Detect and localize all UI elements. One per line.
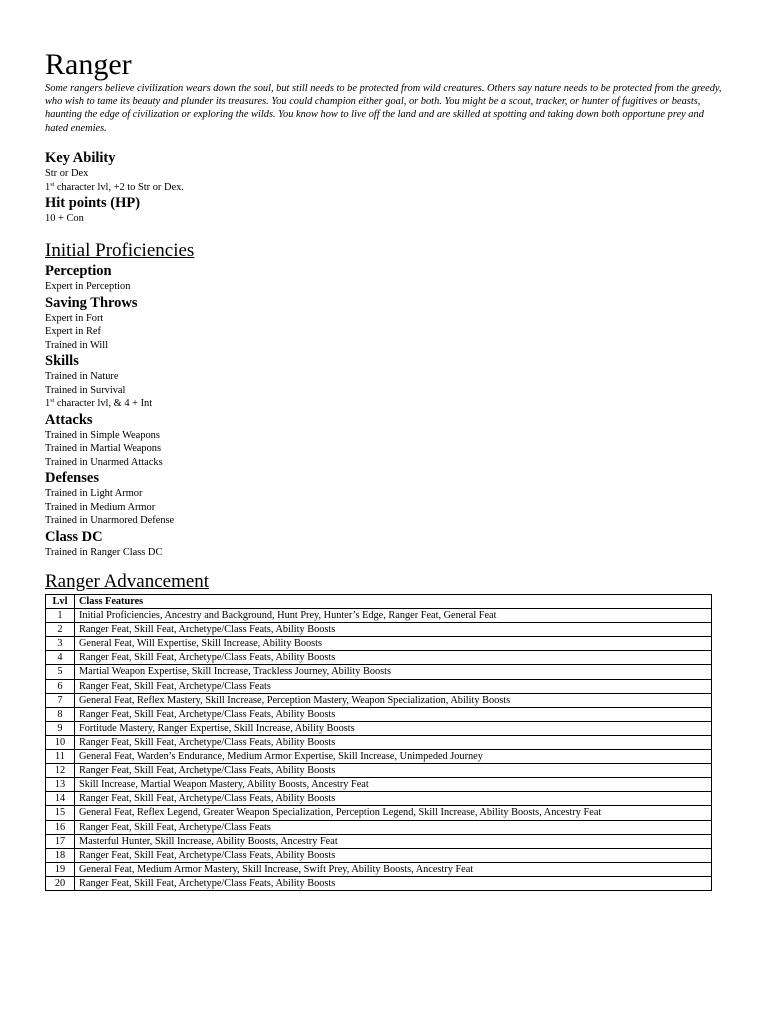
table-row <box>46 820 712 834</box>
table-row <box>46 806 712 820</box>
level-cell: 14 <box>46 792 75 806</box>
table-row <box>46 862 712 876</box>
defenses-line: Trained in Medium Armor <box>45 501 156 513</box>
level-cell: 12 <box>46 764 75 778</box>
skills-block <box>45 353 194 411</box>
attacks-line: Trained in Simple Weapons <box>45 429 160 441</box>
class-dc-line: Trained in Ranger Class DC <box>45 546 163 558</box>
saving-throws-line: Trained in Will <box>45 339 109 351</box>
table-row <box>46 609 712 623</box>
level-cell: 15 <box>46 806 75 820</box>
level-cell: 7 <box>46 693 75 707</box>
level-cell: 16 <box>46 820 75 834</box>
key-ability-heading: Key Ability <box>45 150 116 166</box>
table-row <box>46 778 712 792</box>
class-features-cell: Ranger Feat, Skill Feat, Archetype/Class Feats, Ability Boosts <box>75 792 712 806</box>
level-cell: 6 <box>46 679 75 693</box>
class-dc-heading: Class DC <box>45 528 103 545</box>
level-cell: 17 <box>46 834 75 848</box>
attacks-line: Trained in Martial Weapons <box>45 443 162 454</box>
initial-proficiencies-section <box>45 240 194 559</box>
table-row <box>46 792 712 806</box>
saving-throws-block <box>45 295 194 353</box>
level-cell: 18 <box>46 848 75 862</box>
class-features-cell: Ranger Feat, Skill Feat, Archetype/Class Feats, Ability Boosts <box>75 764 712 778</box>
level-cell: 1 <box>46 609 75 623</box>
class-features-cell: General Feat, Reflex Mastery, Skill Increase, Perception Mastery, Weapon Specialization, Ability Boosts <box>75 693 712 707</box>
table-row <box>46 637 712 651</box>
level-cell: 10 <box>46 735 75 749</box>
advancement-heading: Ranger Advancement <box>45 571 210 592</box>
saving-throws-line: Expert in Fort <box>45 312 104 324</box>
hit-points-heading: Hit points (HP) <box>45 195 141 211</box>
hit-points-section <box>45 195 140 226</box>
table-row <box>46 848 712 862</box>
skills-line: Trained in Survival <box>45 384 126 396</box>
table-row <box>46 665 712 679</box>
class-features-cell: General Feat, Reflex Legend, Greater Weapon Specialization, Perception Legend, Skill Increase, Ability Boosts, Ancestry Feat <box>75 806 712 820</box>
saving-throws-line: Expert in Ref <box>45 326 101 337</box>
skills-heading: Skills <box>45 353 79 369</box>
level-cell: 13 <box>46 778 75 792</box>
attacks-line: Trained in Unarmed Attacks <box>45 456 163 468</box>
class-features-cell: Masterful Hunter, Skill Increase, Ability Boosts, Ancestry Feat <box>75 834 712 848</box>
defenses-block <box>45 470 194 528</box>
class-features-cell: Ranger Feat, Skill Feat, Archetype/Class Feats, Ability Boosts <box>75 848 712 862</box>
table-row <box>46 651 712 665</box>
level-cell: 3 <box>46 637 75 651</box>
class-features-cell: General Feat, Will Expertise, Skill Increase, Ability Boosts <box>75 637 712 651</box>
perception-block <box>45 263 194 294</box>
class-features-cell: Ranger Feat, Skill Feat, Archetype/Class Feats, Ability Boosts <box>75 651 712 665</box>
level-cell: 19 <box>46 862 75 876</box>
intro-paragraph: Some rangers believe civilization wears down the soul, but still needs to be protected from wild creatures. Others say nature needs to be protected from the greedy, who wish to tame its beauty and plunder its treasures. You could champion either goal, or both. You might be a scout, tracker, or hunter of fugitives or beasts, haunting the edge of civilization or exploring the wilds. You know how to live off the land and are skilled at spotting and taking down both opportune prey and hated enemies. <box>45 83 722 134</box>
level-cell: 2 <box>46 623 75 637</box>
key-ability-line: 1st character lvl, +2 to Str or Dex. <box>45 181 184 193</box>
advancement-section <box>45 571 209 593</box>
table-row <box>46 750 712 764</box>
table-row <box>46 735 712 749</box>
key-ability-section <box>45 150 184 194</box>
class-features-cell: Skill Increase, Martial Weapon Mastery, Ability Boosts, Ancestry Feat <box>75 778 712 792</box>
advancement-table <box>45 594 712 891</box>
table-row <box>46 876 712 890</box>
table-row <box>46 679 712 693</box>
table-row <box>46 721 712 735</box>
table-row <box>46 623 712 637</box>
class-features-cell: Ranger Feat, Skill Feat, Archetype/Class Feats, Ability Boosts <box>75 623 712 637</box>
level-cell: 20 <box>46 876 75 890</box>
page-title: Ranger <box>45 48 132 81</box>
class-features-cell: Initial Proficiencies, Ancestry and Background, Hunt Prey, Hunter’s Edge, Ranger Feat, General Feat <box>75 609 712 623</box>
column-header-lvl: Lvl <box>46 595 75 609</box>
skills-line: 1st character lvl, & 4 + Int <box>45 398 153 409</box>
saving-throws-heading: Saving Throws <box>45 294 138 311</box>
class-features-cell: Fortitude Mastery, Ranger Expertise, Skill Increase, Ability Boosts <box>75 721 712 735</box>
table-row <box>46 834 712 848</box>
level-cell: 9 <box>46 721 75 735</box>
class-features-cell: Ranger Feat, Skill Feat, Archetype/Class Feats <box>75 679 712 693</box>
column-header-features: Class Features <box>75 595 712 609</box>
class-features-cell: Ranger Feat, Skill Feat, Archetype/Class Feats, Ability Boosts <box>75 876 712 890</box>
class-features-cell: Ranger Feat, Skill Feat, Archetype/Class Feats, Ability Boosts <box>75 707 712 721</box>
table-row <box>46 693 712 707</box>
perception-line: Expert in Perception <box>45 281 131 292</box>
class-features-cell: General Feat, Medium Armor Mastery, Skill Increase, Swift Prey, Ability Boosts, Ancestry Feat <box>75 862 712 876</box>
class-features-cell: Ranger Feat, Skill Feat, Archetype/Class Feats <box>75 820 712 834</box>
advancement-table-body <box>46 609 712 891</box>
key-ability-line: Str or Dex <box>45 168 89 179</box>
initial-proficiencies-heading: Initial Proficiencies <box>45 240 195 261</box>
table-header-row <box>46 595 712 609</box>
attacks-block <box>45 412 194 470</box>
skills-line: Trained in Nature <box>45 371 119 382</box>
class-features-cell: Martial Weapon Expertise, Skill Increase, Trackless Journey, Ability Boosts <box>75 665 712 679</box>
defenses-line: Trained in Unarmored Defense <box>45 515 175 526</box>
level-cell: 5 <box>46 665 75 679</box>
class-features-cell: Ranger Feat, Skill Feat, Archetype/Class Feats, Ability Boosts <box>75 735 712 749</box>
defenses-heading: Defenses <box>45 470 99 486</box>
attacks-heading: Attacks <box>45 411 93 428</box>
hit-points-line: 10 + Con <box>45 213 84 224</box>
level-cell: 8 <box>46 707 75 721</box>
level-cell: 4 <box>46 651 75 665</box>
table-row <box>46 764 712 778</box>
defenses-line: Trained in Light Armor <box>45 488 143 499</box>
class-dc-block <box>45 529 194 560</box>
level-cell: 11 <box>46 750 75 764</box>
table-row <box>46 707 712 721</box>
perception-heading: Perception <box>45 263 112 279</box>
class-features-cell: General Feat, Warden’s Endurance, Medium Armor Expertise, Skill Increase, Unimpeded Journey <box>75 750 712 764</box>
